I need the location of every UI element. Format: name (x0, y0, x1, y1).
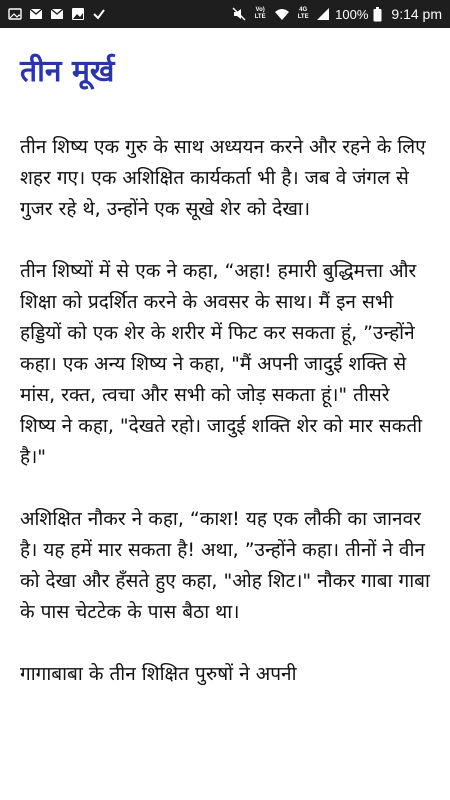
clock: 9:14 pm (391, 6, 442, 22)
mute-icon (232, 7, 246, 21)
battery-percentage: 100% (335, 6, 369, 22)
article-paragraph: अशिक्षित नौकर ने कहा, “काश! यह एक लौकी का जानवर है। यह हमें मार सकता है! अथा, ”उन्होंने कहा। तीनों ने वीन को देखा और हँसते हुए कहा, "ओह शिट।" नौकर गाबा गाबा के पास चेटटेक के पास बैठा था। (20, 508, 430, 623)
system-icons (232, 6, 442, 22)
network-label: 4G LTE (297, 7, 309, 20)
mail-icon (29, 8, 43, 20)
status-bar (0, 0, 450, 28)
signal-icon (316, 7, 330, 21)
wifi-icon (274, 7, 290, 21)
article-content (0, 28, 450, 800)
battery-icon (373, 7, 382, 22)
check-icon (92, 7, 106, 21)
article-paragraph: गागाबाबा के तीन शिक्षित पुरुषों ने अपनी (20, 663, 297, 685)
notification-icons (8, 7, 106, 21)
photo-icon (8, 7, 22, 21)
gallery-icon (71, 7, 85, 21)
article-paragraph: तीन शिष्यों में से एक ने कहा, “अहा! हमारी बुद्धिमत्ता और शिक्षा को प्रदर्शित करने के अवसर के साथ। मैं इन सभी हड्डियों को एक शेर के शरीर में फिट कर सकता हूं, ”उन्होंने कहा। एक अन्य शिष्य ने कहा, "मैं अपनी जादुई शक्ति से मांस, रक्त, त्वचा और सभी को जोड़ सकता हूं।" तीसरे शिष्य ने कहा, "देखते रहो। जादुई शक्ति शेर को मार सकती है।" (20, 260, 423, 468)
article-title: तीन मूर्ख (20, 54, 115, 89)
article-paragraph: तीन शिष्य एक गुरु के साथ अध्ययन करने और रहने के लिए शहर गए। एक अशिक्षित कार्यकर्ता भी है। जब वे जंगल से गुजर रहे थे, उन्होंने एक सूखे शेर को देखा। (20, 136, 426, 220)
volte-label: Vo) LTE (254, 7, 266, 20)
mail-icon (50, 8, 64, 20)
